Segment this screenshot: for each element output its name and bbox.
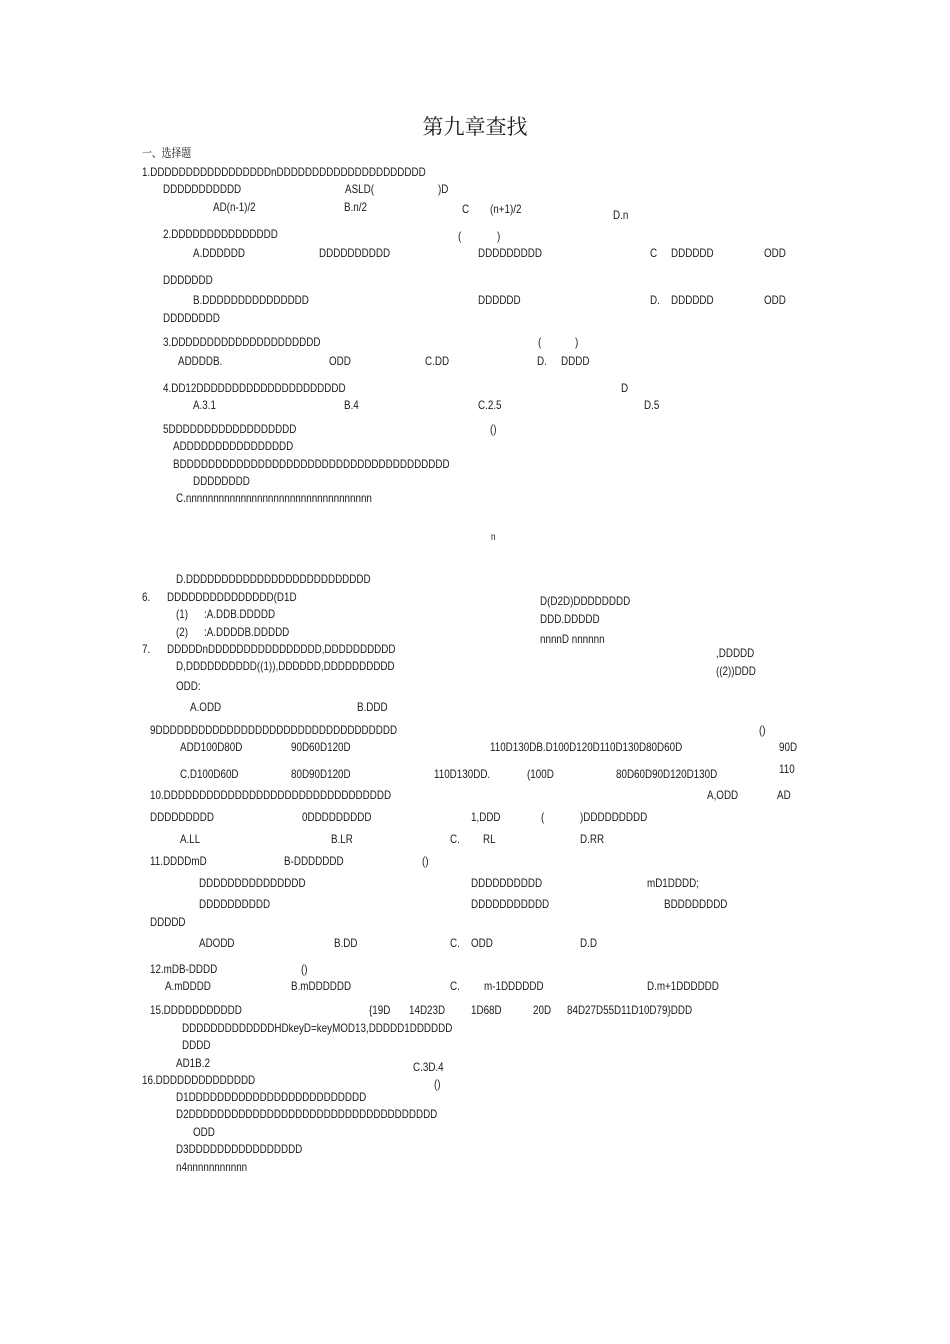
text-fragment: DDDDDDDDDD <box>471 876 543 890</box>
text-fragment: (1) <box>176 607 189 621</box>
section-heading: 一、选择题 <box>142 146 192 160</box>
text-fragment: DDDDDDDD <box>193 474 250 488</box>
text-fragment: A,ODD <box>707 788 739 802</box>
text-fragment: ( <box>458 229 462 243</box>
text-fragment: )DDDDDDDDD <box>580 810 648 824</box>
text-fragment: D.n <box>613 208 629 222</box>
text-fragment: ODD: <box>176 679 201 693</box>
text-fragment: C <box>462 202 470 216</box>
text-fragment: ODD <box>471 936 493 950</box>
text-fragment: ODD <box>764 293 786 307</box>
text-fragment: n4nnnnnnnnnnn <box>176 1160 248 1174</box>
text-fragment: DDDDDDDDDDDDDDD <box>199 876 306 890</box>
text-fragment: 15.DDDDDDDDDDD <box>150 1003 242 1017</box>
text-fragment: 20D <box>533 1003 552 1017</box>
text-fragment: ASLD( <box>345 182 374 196</box>
text-fragment: DDDDDDDDD <box>478 246 542 260</box>
chapter-title: 第九章查找 <box>422 115 528 139</box>
text-fragment: (n+1)/2 <box>490 202 522 216</box>
text-fragment: DDDDDD <box>671 246 714 260</box>
text-fragment: D.D <box>580 936 597 950</box>
text-fragment: ADDDDB. <box>178 354 223 368</box>
text-fragment: 1,DDD <box>471 810 501 824</box>
text-fragment: DDDDDDD <box>163 273 213 287</box>
text-fragment: ( <box>541 810 545 824</box>
text-fragment: DDDDDDDD <box>163 311 220 325</box>
text-fragment: B.DDDDDDDDDDDDDDD <box>193 293 309 307</box>
text-fragment: A.LL <box>180 832 201 846</box>
text-fragment: DDDDDD <box>671 293 714 307</box>
text-fragment: D <box>621 381 629 395</box>
text-fragment: C.3D.4 <box>413 1060 444 1074</box>
text-fragment: 4.DD12DDDDDDDDDDDDDDDDDDDDD <box>163 381 346 395</box>
text-fragment: (2) <box>176 625 189 639</box>
text-fragment: 7. <box>142 642 151 656</box>
text-fragment: C.D100D60D <box>180 767 239 781</box>
text-fragment: D(D2D)DDDDDDDD <box>540 594 631 608</box>
text-fragment: D. <box>537 354 547 368</box>
text-fragment: DDDDDnDDDDDDDDDDDDDDDD,DDDDDDDDDD <box>167 642 396 656</box>
text-fragment: ODD <box>764 246 786 260</box>
text-fragment: D.5 <box>644 398 660 412</box>
text-fragment: 110 <box>779 762 795 776</box>
text-fragment: 6. <box>142 590 151 604</box>
text-fragment: B.DD <box>334 936 358 950</box>
text-fragment: 80D60D90D120D130D <box>616 767 718 781</box>
text-fragment: m-1DDDDDD <box>484 979 544 993</box>
text-fragment: DDDD <box>182 1038 211 1052</box>
text-fragment: ) <box>497 229 501 243</box>
text-fragment: RL <box>483 832 496 846</box>
text-fragment: D3DDDDDDDDDDDDDDDD <box>176 1142 303 1156</box>
text-fragment: DDDDDDDDDDD <box>163 182 242 196</box>
text-fragment: 90D60D120D <box>291 740 351 754</box>
text-fragment: D2DDDDDDDDDDDDDDDDDDDDDDDDDDDDDDDDDDD <box>176 1107 438 1121</box>
text-fragment: B-DDDDDDD <box>284 854 344 868</box>
text-fragment: C. <box>450 832 460 846</box>
text-fragment: D,DDDDDDDDDD((1)),DDDDDD,DDDDDDDDDD <box>176 659 395 673</box>
text-fragment: C <box>650 246 658 260</box>
text-fragment: 14D23D <box>409 1003 446 1017</box>
text-fragment: C. <box>450 936 460 950</box>
text-fragment: A.mDDDD <box>165 979 211 993</box>
text-fragment: 110D130DB.D100D120D110D130D80D60D <box>490 740 683 754</box>
text-fragment: AD <box>777 788 791 802</box>
text-fragment: B.DDD <box>357 700 388 714</box>
text-fragment: 1D68D <box>471 1003 502 1017</box>
text-fragment: 90D <box>779 740 798 754</box>
text-fragment: A.3.1 <box>193 398 216 412</box>
text-fragment: () <box>490 422 497 436</box>
text-fragment: 2.DDDDDDDDDDDDDDD <box>163 227 278 241</box>
text-fragment: {19D <box>369 1003 391 1017</box>
text-fragment: D.m+1DDDDDD <box>647 979 719 993</box>
text-fragment: mD1DDDD; <box>647 876 699 890</box>
text-fragment: D.DDDDDDDDDDDDDDDDDDDDDDDDDD <box>176 572 371 586</box>
text-fragment: BDDDDDDDDDDDDDDDDDDDDDDDDDDDDDDDDDDDDDD <box>173 457 450 471</box>
text-fragment: B.n/2 <box>344 200 367 214</box>
text-fragment: ODD <box>193 1125 215 1139</box>
text-fragment: ODD <box>329 354 351 368</box>
text-fragment: D.RR <box>580 832 605 846</box>
text-fragment: 80D90D120D <box>291 767 351 781</box>
text-fragment: B.LR <box>331 832 353 846</box>
text-fragment: :A.DDDDB.DDDDD <box>204 625 290 639</box>
text-fragment: ADODD <box>199 936 235 950</box>
text-fragment: 1.DDDDDDDDDDDDDDDDDnDDDDDDDDDDDDDDDDDDDDD <box>142 165 426 179</box>
text-fragment: nnnnD nnnnnn <box>540 632 605 646</box>
text-fragment: DDDDDD <box>478 293 521 307</box>
text-fragment: )D <box>438 182 449 196</box>
text-fragment: 110D130DD. <box>434 767 491 781</box>
text-fragment: ADD100D80D <box>180 740 243 754</box>
text-fragment: (100D <box>527 767 554 781</box>
text-fragment: DDDDDDDDDD <box>199 897 271 911</box>
text-fragment: () <box>422 854 429 868</box>
text-fragment: 9DDDDDDDDDDDDDDDDDDDDDDDDDDDDDDDDDD <box>150 723 398 737</box>
text-fragment: D. <box>650 293 660 307</box>
text-fragment: DDDDDDDDDDDDDHDkeyD=keyMOD13,DDDDD1DDDDDD <box>182 1021 453 1035</box>
text-fragment: () <box>301 962 308 976</box>
text-fragment: A.DDDDDD <box>193 246 245 260</box>
text-fragment: B.4 <box>344 398 359 412</box>
text-fragment: 12.mDB-DDDD <box>150 962 218 976</box>
text-fragment: DDDDDDDDDDDDDDD(D1D <box>167 590 297 604</box>
text-fragment: 16.DDDDDDDDDDDDDD <box>142 1073 256 1087</box>
text-fragment: DDD.DDDDD <box>540 612 600 626</box>
text-fragment: BDDDDDDDD <box>664 897 728 911</box>
text-fragment: D1DDDDDDDDDDDDDDDDDDDDDDDDD <box>176 1090 367 1104</box>
text-fragment: ) <box>575 335 579 349</box>
text-fragment: 5DDDDDDDDDDDDDDDDDD <box>163 422 297 436</box>
text-fragment: ((2))DDD <box>716 664 756 678</box>
text-fragment: AD(n-1)/2 <box>213 200 256 214</box>
text-fragment: 11.DDDDmD <box>150 854 207 868</box>
text-fragment: C. <box>450 979 460 993</box>
text-fragment: DDDDDDDDD <box>150 810 214 824</box>
text-fragment: ,DDDDD <box>716 646 755 660</box>
text-fragment: DDDDDDDDDD <box>319 246 391 260</box>
text-fragment: () <box>759 723 766 737</box>
text-fragment: C.DD <box>425 354 450 368</box>
text-fragment: 0DDDDDDDDD <box>302 810 372 824</box>
text-fragment: DDDD <box>561 354 590 368</box>
text-fragment: 10.DDDDDDDDDDDDDDDDDDDDDDDDDDDDDDDD <box>150 788 392 802</box>
text-fragment: n <box>491 532 496 543</box>
text-fragment: C.2.5 <box>478 398 502 412</box>
text-fragment: C.nnnnnnnnnnnnnnnnnnnnnnnnnnnnnnnnnn <box>176 491 372 505</box>
text-fragment: B.mDDDDDD <box>291 979 352 993</box>
text-fragment: DDDDDDDDDDD <box>471 897 550 911</box>
text-fragment: 84D27D55D11D10D79}DDD <box>567 1003 693 1017</box>
text-fragment: DDDDD <box>150 915 186 929</box>
text-fragment: ( <box>538 335 542 349</box>
text-fragment: 3.DDDDDDDDDDDDDDDDDDDDD <box>163 335 321 349</box>
text-fragment: A.ODD <box>190 700 222 714</box>
text-fragment: () <box>434 1077 441 1091</box>
text-fragment: :A.DDB.DDDDD <box>204 607 276 621</box>
text-fragment: AD1B.2 <box>176 1056 210 1070</box>
text-fragment: ADDDDDDDDDDDDDDDD <box>173 439 294 453</box>
